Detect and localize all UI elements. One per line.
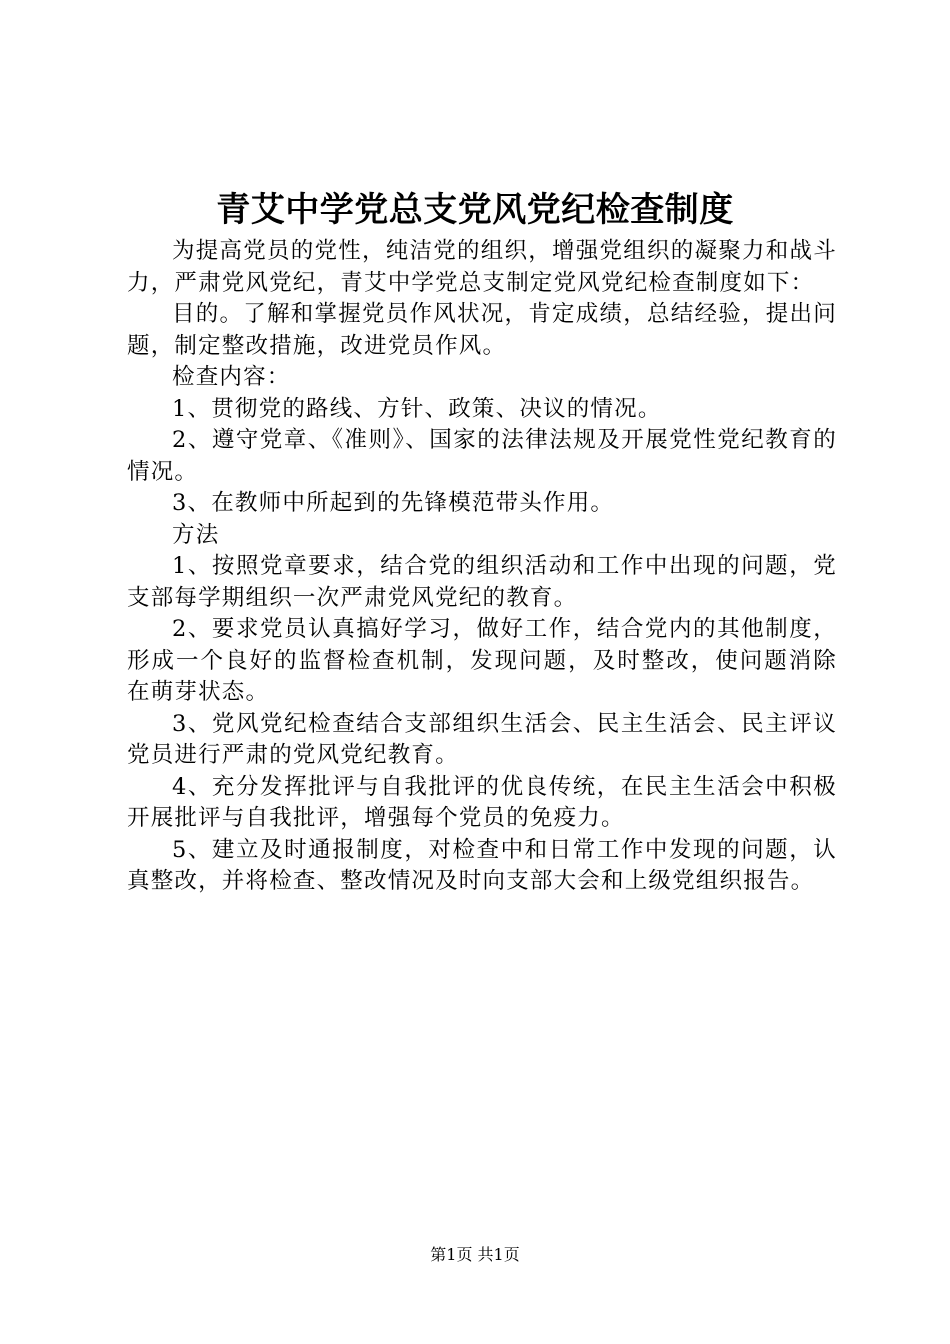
paragraph-content-item-1: 1、贯彻党的路线、方针、政策、决议的情况。 [172, 395, 662, 422]
paragraph-content-heading: 检查内容： [172, 364, 291, 390]
page-footer: 第1页 共1页 [430, 1245, 520, 1264]
paragraph-intro: 为提高党员的党性，纯洁党的组织，增强党组织的凝聚力和战斗力，严肃党风党纪，青艾中学党总支制定党风党纪检查制度如下： [127, 238, 837, 296]
paragraph-purpose: 目的。了解和掌握党员作风状况，肯定成绩，总结经验，提出问题，制定整改措施，改进党员作风。 [127, 301, 837, 359]
document-title: 青艾中学党总支党风党纪检查制度 [216, 190, 734, 230]
paragraph-method-item-3: 3、党风党纪检查结合支部组织生活会、民主生活会、民主评议党员进行严肃的党风党纪教育。 [127, 710, 837, 768]
document-body [127, 236, 837, 898]
paragraph-method-item-4: 4、充分发挥批评与自我批评的优良传统，在民主生活会中积极开展批评与自我批评，增强每个党员的免疫力。 [127, 773, 837, 831]
paragraph-method-item-5: 5、建立及时通报制度，对检查中和日常工作中发现的问题，认真整改，并将检查、整改情况及时向支部大会和上级党组织报告。 [127, 836, 837, 894]
paragraph-method-heading: 方法 [172, 521, 220, 548]
paragraph-method-item-1: 1、按照党章要求，结合党的组织活动和工作中出现的问题，党支部每学期组织一次严肃党风党纪的教育。 [127, 553, 837, 611]
paragraph-content-item-3: 3、在教师中所起到的先锋模范带头作用。 [172, 490, 615, 516]
paragraph-method-item-2: 2、要求党员认真搞好学习，做好工作，结合党内的其他制度，形成一个良好的监督检查机制，发现问题，及时整改，使问题消除在萌芽状态。 [127, 616, 837, 705]
paragraph-content-item-2: 2、遵守党章、《准则》、国家的法律法规及开展党性党纪教育的情况。 [127, 427, 837, 485]
